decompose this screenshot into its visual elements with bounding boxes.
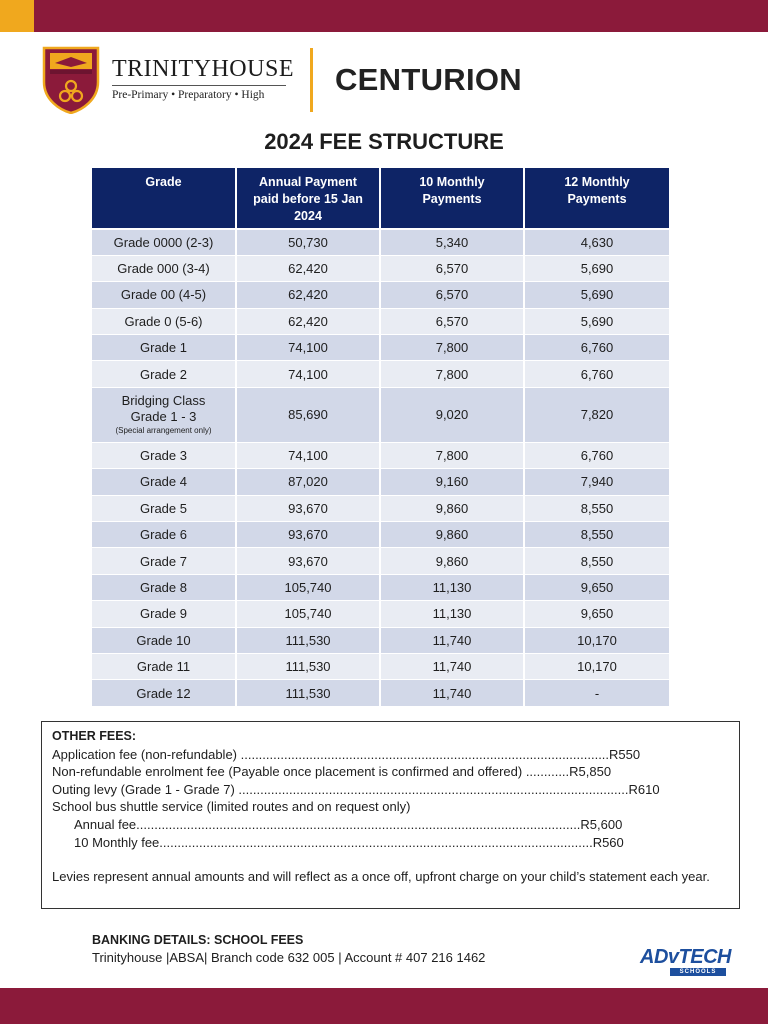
cell-annual: 105,740	[236, 601, 380, 627]
table-row	[92, 229, 669, 255]
cell-12-monthly: 8,550	[524, 548, 669, 574]
cell-grade: Grade 000 (3-4)	[92, 255, 236, 281]
table-row	[92, 495, 669, 521]
cell-grade: Grade 9	[92, 601, 236, 627]
table-row	[92, 469, 669, 495]
cell-grade: Grade 7	[92, 548, 236, 574]
table-row	[92, 387, 669, 442]
cell-10-monthly: 9,860	[380, 548, 524, 574]
cell-grade: Grade 2	[92, 361, 236, 387]
cell-10-monthly: 6,570	[380, 282, 524, 308]
cell-10-monthly: 11,740	[380, 653, 524, 679]
cell-grade: Grade 5	[92, 495, 236, 521]
cell-annual: 62,420	[236, 282, 380, 308]
cell-grade: Grade 10	[92, 627, 236, 653]
cell-10-monthly: 7,800	[380, 361, 524, 387]
cell-12-monthly: 4,630	[524, 229, 669, 255]
cell-grade: Grade 3	[92, 442, 236, 468]
cell-10-monthly: 5,340	[380, 229, 524, 255]
banking-title: BANKING DETAILS: SCHOOL FEES	[92, 933, 304, 947]
other-fee-line: Outing levy (Grade 1 - Grade 7) ............................................................................................................R610	[52, 781, 660, 797]
other-fee-line: School bus shuttle service (limited routes and on request only)	[52, 799, 411, 815]
cell-12-monthly: 9,650	[524, 574, 669, 600]
cell-annual: 93,670	[236, 548, 380, 574]
cell-10-monthly: 7,800	[380, 442, 524, 468]
cell-10-monthly: 7,800	[380, 335, 524, 361]
other-fee-line: Application fee (non-refundable) ......................................................................................................R550	[52, 746, 641, 762]
cell-10-monthly: 11,130	[380, 601, 524, 627]
adtech-logo-text: ADvTECH	[640, 946, 731, 968]
other-fees-box	[41, 721, 740, 909]
cell-grade: Grade 0000 (2-3)	[92, 229, 236, 255]
cell-10-monthly: 11,130	[380, 574, 524, 600]
table-row	[92, 601, 669, 627]
cell-annual: 74,100	[236, 442, 380, 468]
cell-grade: Grade 4	[92, 469, 236, 495]
table-row	[92, 282, 669, 308]
cell-annual: 93,670	[236, 522, 380, 548]
header-annual-payment: Annual Payment paid before 15 Jan 2024	[236, 168, 380, 229]
cell-grade: Grade 6	[92, 522, 236, 548]
cell-12-monthly: 5,690	[524, 282, 669, 308]
other-fee-line: Non-refundable enrolment fee (Payable once placement is confirmed and offered) ............R5,850	[52, 764, 612, 780]
cell-10-monthly: 9,860	[380, 495, 524, 521]
cell-annual: 93,670	[236, 495, 380, 521]
cell-12-monthly: 6,760	[524, 442, 669, 468]
table-row	[92, 574, 669, 600]
cell-10-monthly: 6,570	[380, 308, 524, 334]
cell-10-monthly: 11,740	[380, 680, 524, 706]
cell-annual: 62,420	[236, 255, 380, 281]
brand-rule	[112, 85, 286, 86]
other-fees-title: OTHER FEES:	[52, 729, 137, 743]
cell-grade	[92, 387, 236, 442]
cell-annual: 87,020	[236, 469, 380, 495]
banking-details	[92, 932, 485, 966]
other-fee-subline: 10 Monthly fee........................................................................................................................R560	[74, 834, 624, 850]
cell-12-monthly: 5,690	[524, 255, 669, 281]
page-header	[42, 46, 742, 116]
cell-grade: Grade 12	[92, 680, 236, 706]
top-banner-accent	[0, 0, 34, 32]
cell-12-monthly: 7,820	[524, 387, 669, 442]
table-row	[92, 361, 669, 387]
brand-name: TRINITYHOUSE	[112, 56, 294, 82]
table-row	[92, 548, 669, 574]
header-divider	[310, 48, 313, 112]
bottom-banner	[0, 988, 768, 1024]
cell-10-monthly: 9,860	[380, 522, 524, 548]
fee-table	[92, 168, 669, 707]
cell-annual: 50,730	[236, 229, 380, 255]
cell-10-monthly: 6,570	[380, 255, 524, 281]
school-crest-icon	[42, 46, 100, 114]
cell-grade: Grade 8	[92, 574, 236, 600]
cell-annual: 74,100	[236, 361, 380, 387]
table-row	[92, 522, 669, 548]
adtech-logo-sub: SCHOOLS	[670, 968, 726, 976]
cell-annual: 85,690	[236, 387, 380, 442]
cell-12-monthly: 5,690	[524, 308, 669, 334]
cell-12-monthly: 6,760	[524, 335, 669, 361]
fee-table-header-row	[92, 168, 669, 229]
header-10-monthly: 10 Monthly Payments	[380, 168, 524, 229]
table-row	[92, 255, 669, 281]
header-grade: Grade	[92, 168, 236, 229]
top-banner	[0, 0, 768, 32]
page-title: 2024 FEE STRUCTURE	[264, 129, 504, 154]
brand-tagline: Pre-Primary • Preparatory • High	[112, 89, 265, 101]
table-row	[92, 653, 669, 679]
cell-12-monthly: 10,170	[524, 653, 669, 679]
brand-block	[112, 56, 294, 101]
cell-annual: 62,420	[236, 308, 380, 334]
cell-12-monthly: 9,650	[524, 601, 669, 627]
cell-annual: 111,530	[236, 653, 380, 679]
cell-10-monthly: 9,020	[380, 387, 524, 442]
cell-grade-label: Bridging Class Grade 1 - 3	[121, 393, 206, 425]
other-fee-subline: Annual fee...........................................................................................................................R5,600	[74, 816, 623, 832]
cell-annual: 111,530	[236, 627, 380, 653]
header-12-monthly: 12 Monthly Payments	[524, 168, 669, 229]
cell-grade: Grade 1	[92, 335, 236, 361]
cell-annual: 105,740	[236, 574, 380, 600]
cell-12-monthly: 8,550	[524, 522, 669, 548]
cell-grade: Grade 0 (5-6)	[92, 308, 236, 334]
cell-10-monthly: 11,740	[380, 627, 524, 653]
banking-info: Trinityhouse |ABSA| Branch code 632 005 | Account # 407 216 1462	[92, 950, 486, 965]
table-row	[92, 335, 669, 361]
cell-10-monthly: 9,160	[380, 469, 524, 495]
cell-annual: 74,100	[236, 335, 380, 361]
cell-12-monthly: -	[524, 680, 669, 706]
table-row	[92, 308, 669, 334]
cell-grade-note: (Special arrangement only)	[115, 426, 212, 436]
cell-grade: Grade 00 (4-5)	[92, 282, 236, 308]
levies-note: Levies represent annual amounts and will reflect as a once off, upfront charge on your child’s statement each year.	[52, 869, 710, 885]
cell-12-monthly: 7,940	[524, 469, 669, 495]
cell-annual: 111,530	[236, 680, 380, 706]
table-row	[92, 627, 669, 653]
adtech-logo	[640, 947, 732, 979]
campus-name: CENTURION	[335, 62, 522, 97]
table-row	[92, 442, 669, 468]
cell-12-monthly: 10,170	[524, 627, 669, 653]
cell-12-monthly: 6,760	[524, 361, 669, 387]
table-row	[92, 680, 669, 706]
cell-grade: Grade 11	[92, 653, 236, 679]
cell-12-monthly: 8,550	[524, 495, 669, 521]
